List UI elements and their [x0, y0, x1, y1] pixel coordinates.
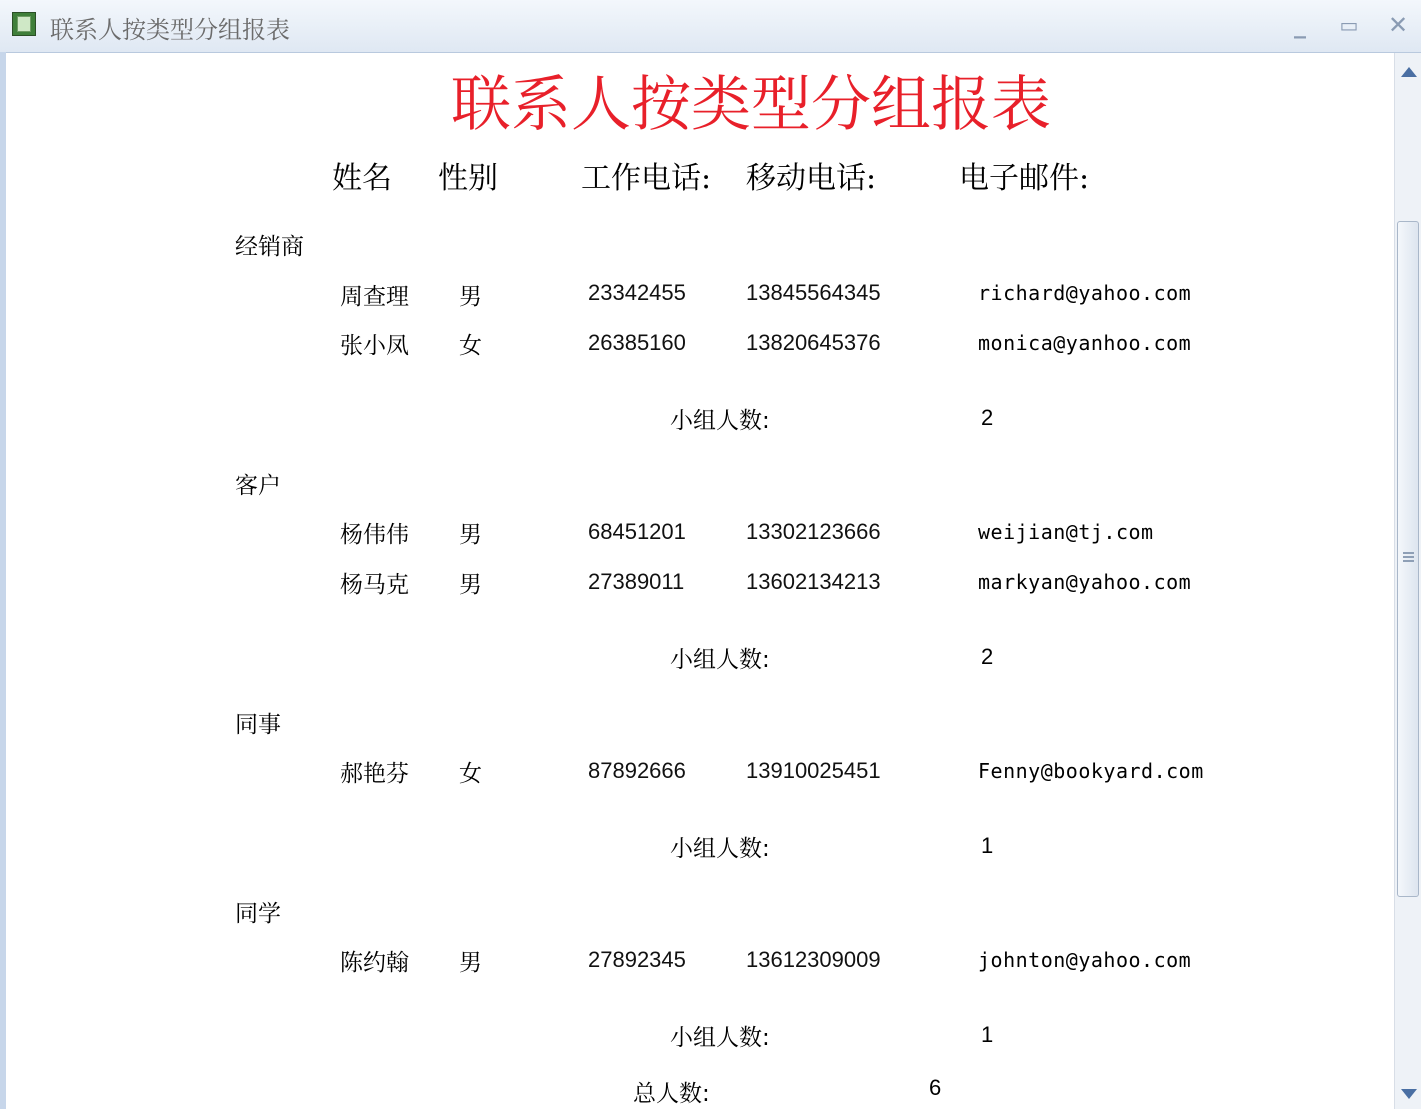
contact-gender: 男 — [459, 284, 482, 310]
report-page — [6, 53, 1393, 1109]
contact-gender: 女 — [459, 761, 482, 787]
group-count-value: 1 — [981, 833, 994, 858]
header-email: 电子邮件: — [959, 161, 1090, 196]
contact-name: 张小凤 — [340, 333, 409, 359]
contact-email: weijian@tj.com — [978, 520, 1154, 544]
contact-email: monica@yanhoo.com — [978, 331, 1192, 355]
contact-work-phone: 27389011 — [588, 569, 685, 594]
contact-name: 杨马克 — [340, 572, 409, 598]
group-count-label: 小组人数: — [670, 1025, 770, 1051]
contact-name: 郝艳芬 — [340, 761, 409, 787]
contact-gender: 男 — [459, 522, 482, 548]
group-count-label: 小组人数: — [670, 836, 770, 862]
window-title: 联系人按类型分组报表 — [50, 16, 290, 44]
maximize-icon[interactable]: ▭ — [1339, 13, 1359, 37]
contact-name: 周查理 — [340, 284, 409, 310]
contact-name: 杨伟伟 — [340, 522, 409, 548]
contact-mobile-phone: 13302123666 — [746, 519, 881, 544]
contact-gender: 男 — [459, 950, 482, 976]
contact-gender: 女 — [459, 333, 482, 359]
header-work-phone: 工作电话: — [581, 161, 712, 196]
header-gender: 性别 — [438, 161, 498, 196]
contact-mobile-phone: 13845564345 — [746, 280, 881, 305]
total-count-value: 6 — [929, 1075, 942, 1100]
group-count-label: 小组人数: — [670, 408, 770, 434]
contact-gender: 男 — [459, 572, 482, 598]
close-icon[interactable]: ✕ — [1387, 11, 1409, 39]
group-count-value: 2 — [981, 644, 994, 669]
header-mobile-phone: 移动电话: — [746, 161, 877, 196]
report-icon — [12, 12, 36, 36]
header-name: 姓名 — [332, 161, 392, 196]
grip-icon — [1403, 552, 1414, 562]
contact-work-phone: 87892666 — [588, 758, 686, 783]
group-label: 经销商 — [235, 234, 304, 260]
group-count-label: 小组人数: — [670, 647, 770, 673]
vertical-scrollbar[interactable] — [1394, 53, 1421, 1109]
contact-work-phone: 27892345 — [588, 947, 686, 972]
group-count-value: 1 — [981, 1022, 994, 1047]
contact-email: Fenny@bookyard.com — [978, 759, 1204, 783]
contact-mobile-phone: 13602134213 — [746, 569, 881, 594]
contact-work-phone: 26385160 — [588, 330, 686, 355]
contact-email: markyan@yahoo.com — [978, 570, 1192, 594]
scrollbar-thumb[interactable] — [1397, 221, 1419, 897]
scroll-down-icon[interactable] — [1401, 1089, 1417, 1099]
contact-mobile-phone: 13910025451 — [746, 758, 881, 783]
scroll-up-icon[interactable] — [1401, 67, 1417, 77]
group-count-value: 2 — [981, 405, 994, 430]
group-label: 同学 — [235, 901, 281, 927]
contact-email: johnton@yahoo.com — [978, 948, 1192, 972]
contact-work-phone: 68451201 — [588, 519, 686, 544]
group-label: 客户 — [235, 473, 281, 499]
contact-mobile-phone: 13612309009 — [746, 947, 881, 972]
minimize-icon[interactable]: _ — [1294, 11, 1306, 39]
window-titlebar — [0, 0, 1421, 53]
report-title: 联系人按类型分组报表 — [451, 70, 1051, 140]
group-label: 同事 — [235, 712, 281, 738]
contact-name: 陈约翰 — [340, 950, 409, 976]
contact-work-phone: 23342455 — [588, 280, 686, 305]
contact-email: richard@yahoo.com — [978, 281, 1192, 305]
contact-mobile-phone: 13820645376 — [746, 330, 881, 355]
total-count-label: 总人数: — [633, 1081, 710, 1107]
